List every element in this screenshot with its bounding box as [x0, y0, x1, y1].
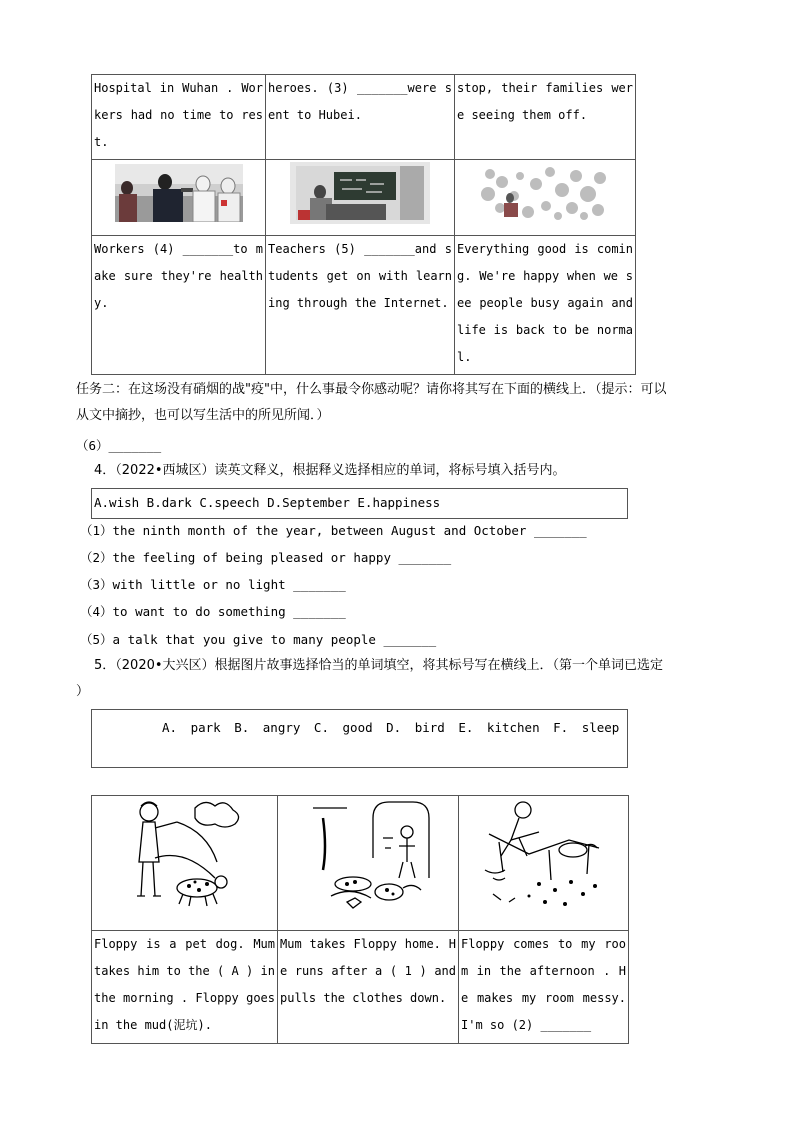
- table1-cell-3: stop, their families were seeing them off.: [455, 75, 636, 160]
- q4-item-5: （5）a talk that you give to many people _______: [80, 632, 437, 647]
- teacher-photo-cell: [266, 160, 455, 236]
- q4-options: A.wish B.dark C.speech D.September E.happiness: [94, 495, 441, 510]
- task2-item-6: （6）_______: [76, 438, 162, 453]
- q5-heading-line1: 5．（2020•大兴区）根据图片故事选择恰当的单词填空，将其标号写在横线上．（第一个单词已选定: [94, 658, 664, 673]
- table1-cell-2: heroes. (3) _______were sent to Hubei.: [266, 75, 455, 160]
- story-table-2: [91, 795, 629, 1044]
- families-seeing-off-photo: [480, 164, 610, 222]
- q4-item-1: （1）the ninth month of the year, between August and October _______: [80, 523, 587, 538]
- workers-checking-temperature-photo: [115, 164, 243, 222]
- table1-cell-6: Everything good is coming. We're happy when we see people busy again and life is back to be normal.: [455, 236, 636, 375]
- q5-heading-line2: ）: [76, 684, 90, 699]
- mum-walking-dog-drawing: [125, 798, 245, 918]
- story-text-3: Floppy comes to my room in the afternoon . He makes my room messy. I'm so (2) _______: [459, 931, 629, 1044]
- story-pic-1-cell: [92, 796, 278, 931]
- q4-item-4: （4）to want to do something _______: [80, 604, 346, 619]
- workers-photo-cell: [92, 160, 266, 236]
- task2-prompt-line1: 任务二：在这场没有硝烟的战"疫"中，什么事最令你感动呢？请你将其写在下面的横线上．（提示：可以: [76, 382, 667, 397]
- table1-cell-5: Teachers (5) _______and students get on with learning through the Internet.: [266, 236, 455, 375]
- dog-messy-room-drawing: [479, 798, 609, 918]
- story-pic-2-cell: [278, 796, 459, 931]
- q4-options-box: [91, 488, 628, 519]
- story-text-1: Floppy is a pet dog. Mum takes him to the ( A ) in the morning . Floppy goes in the mud(泥坑).: [92, 931, 278, 1044]
- family-photo-cell: [455, 160, 636, 236]
- q5-options: A. park B. angry C. good D. bird E. kitchen F. sleep: [162, 720, 620, 735]
- task2-prompt-line2: 从文中摘抄，也可以写生活中的所见所闻．）: [76, 408, 330, 423]
- q4-item-2: （2）the feeling of being pleased or happy _______: [80, 550, 452, 565]
- story-pic-3-cell: [459, 796, 629, 931]
- q4-item-3: （3）with little or no light _______: [80, 577, 346, 592]
- dog-chasing-bird-drawing: [303, 798, 433, 918]
- q4-heading: 4．（2022•西城区）读英文释义，根据释义选择相应的单词，将标号填入括号内。: [94, 463, 566, 478]
- q5-options-box: [91, 709, 628, 768]
- story-table-1: [91, 74, 636, 375]
- teacher-online-class-photo: [290, 162, 430, 224]
- table1-cell-4: Workers (4) _______to make sure they're healthy.: [92, 236, 266, 375]
- table1-cell-1: Hospital in Wuhan . Workers had no time to rest.: [92, 75, 266, 160]
- story-text-2: Mum takes Floppy home. He runs after a ( 1 ) and pulls the clothes down.: [278, 931, 459, 1044]
